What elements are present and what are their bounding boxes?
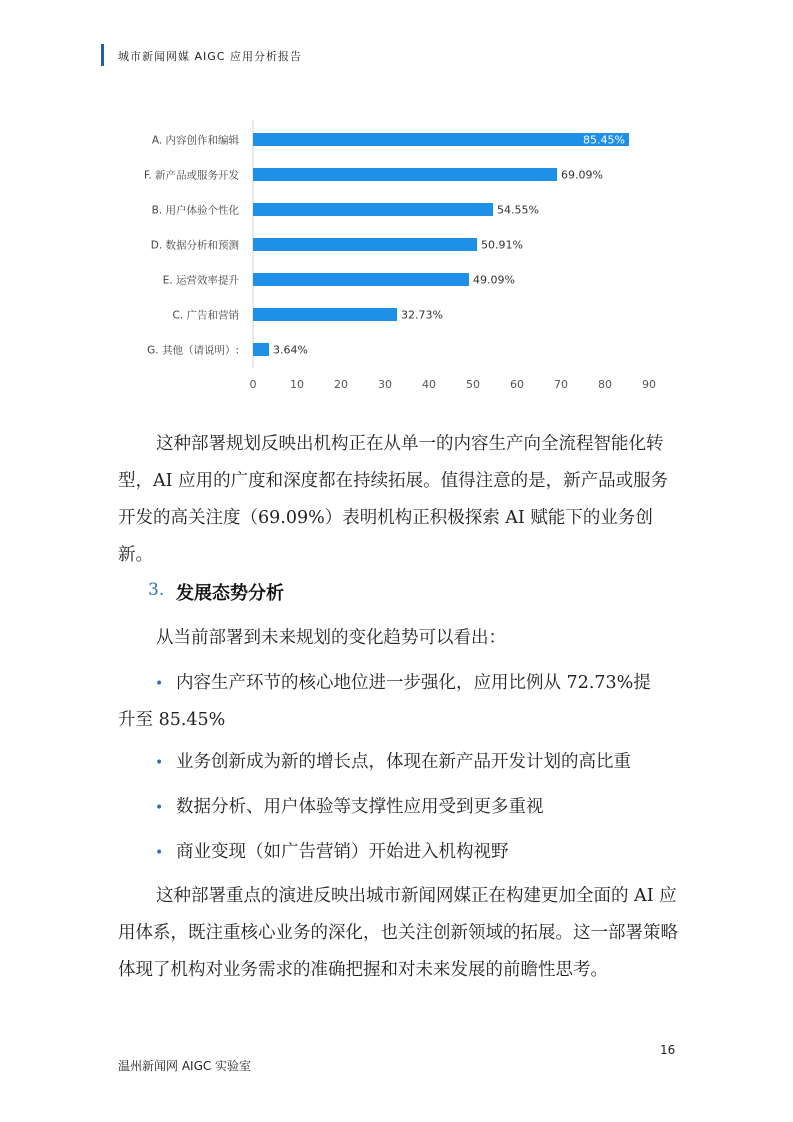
data-label: 85.45% [583, 133, 625, 147]
x-tick-label: 90 [642, 378, 656, 391]
paragraph-3: 这种部署重点的演进反映出城市新闻网媒正在构建更加全面的 AI 应用体系，既注重核心业务的深化，也关注创新领域的拓展。这一部署策略体现了机构对业务需求的准确把握和对未来发展的前瞻性思考。 [118, 886, 678, 980]
bar [253, 343, 269, 356]
bullet-1-line-1: 内容生产环节的核心地位进一步强化，应用比例从 72.73%提 [176, 673, 651, 693]
x-tick-label: 80 [598, 378, 612, 391]
header-title: 城市新闻网媒 AIGC 应用分析报告 [118, 50, 302, 63]
bullet-1-line-2: 升至 85.45% [118, 710, 226, 730]
x-tick-label: 20 [334, 378, 348, 391]
category-label: C. 广告和营销 [172, 309, 239, 322]
category-label: F. 新产品或服务开发 [143, 169, 239, 182]
x-tick-label: 10 [290, 378, 304, 391]
category-label: B. 用户体验个性化 [151, 204, 239, 217]
section-title: 发展态势分析 [176, 583, 284, 604]
category-label: D. 数据分析和预测 [150, 239, 239, 252]
bullet-dot-icon: • [155, 845, 164, 861]
bullet-dot-icon: • [155, 755, 164, 771]
header-accent-bar [101, 44, 104, 66]
bar [253, 203, 493, 216]
data-label: 49.09% [472, 273, 515, 287]
bullet-dot-icon: • [155, 800, 164, 816]
section-number: 3. [148, 580, 165, 600]
data-label: 69.09% [560, 168, 603, 182]
category-label: A. 内容创作和编辑 [151, 134, 239, 147]
x-tick-label: 70 [554, 378, 568, 391]
data-label: 54.55% [497, 203, 539, 217]
data-label: 50.91% [481, 238, 523, 252]
bullet-4: 商业变现（如广告营销）开始进入机构视野 [176, 842, 509, 862]
bar [253, 273, 469, 286]
footer-org: 温州新闻网 AIGC 实验室 [118, 1059, 252, 1073]
category-label: E. 运营效率提升 [162, 274, 239, 287]
data-label: 32.73% [401, 308, 443, 322]
bar [253, 308, 397, 321]
x-tick-label: 30 [378, 378, 392, 391]
page-number: 16 [660, 1043, 676, 1057]
x-tick-label: 50 [466, 378, 480, 391]
data-label: 3.64% [273, 343, 308, 357]
paragraph-2: 从当前部署到未来规划的变化趋势可以看出： [156, 628, 506, 648]
bullet-3: 数据分析、用户体验等支撑性应用受到更多重视 [176, 797, 544, 817]
category-label: G. 其他（请说明）: [147, 344, 239, 357]
paragraph-1: 这种部署规划反映出机构正在从单一的内容生产向全流程智能化转型，AI 应用的广度和深度都在持续拓展。值得注意的是，新产品或服务开发的高关注度（69.09%）表明机构正积极探索 AI 赋能下的业务创新。 [118, 434, 669, 565]
bar-chart [100, 118, 680, 398]
x-tick-label: 0 [249, 378, 257, 391]
x-tick-label: 40 [422, 378, 436, 391]
bullet-2: 业务创新成为新的增长点，体现在新产品开发计划的高比重 [176, 752, 631, 772]
x-tick-label: 60 [510, 378, 524, 391]
bullet-dot-icon: • [155, 676, 164, 692]
bar [253, 238, 477, 251]
bar [253, 133, 629, 146]
bar [253, 168, 557, 181]
